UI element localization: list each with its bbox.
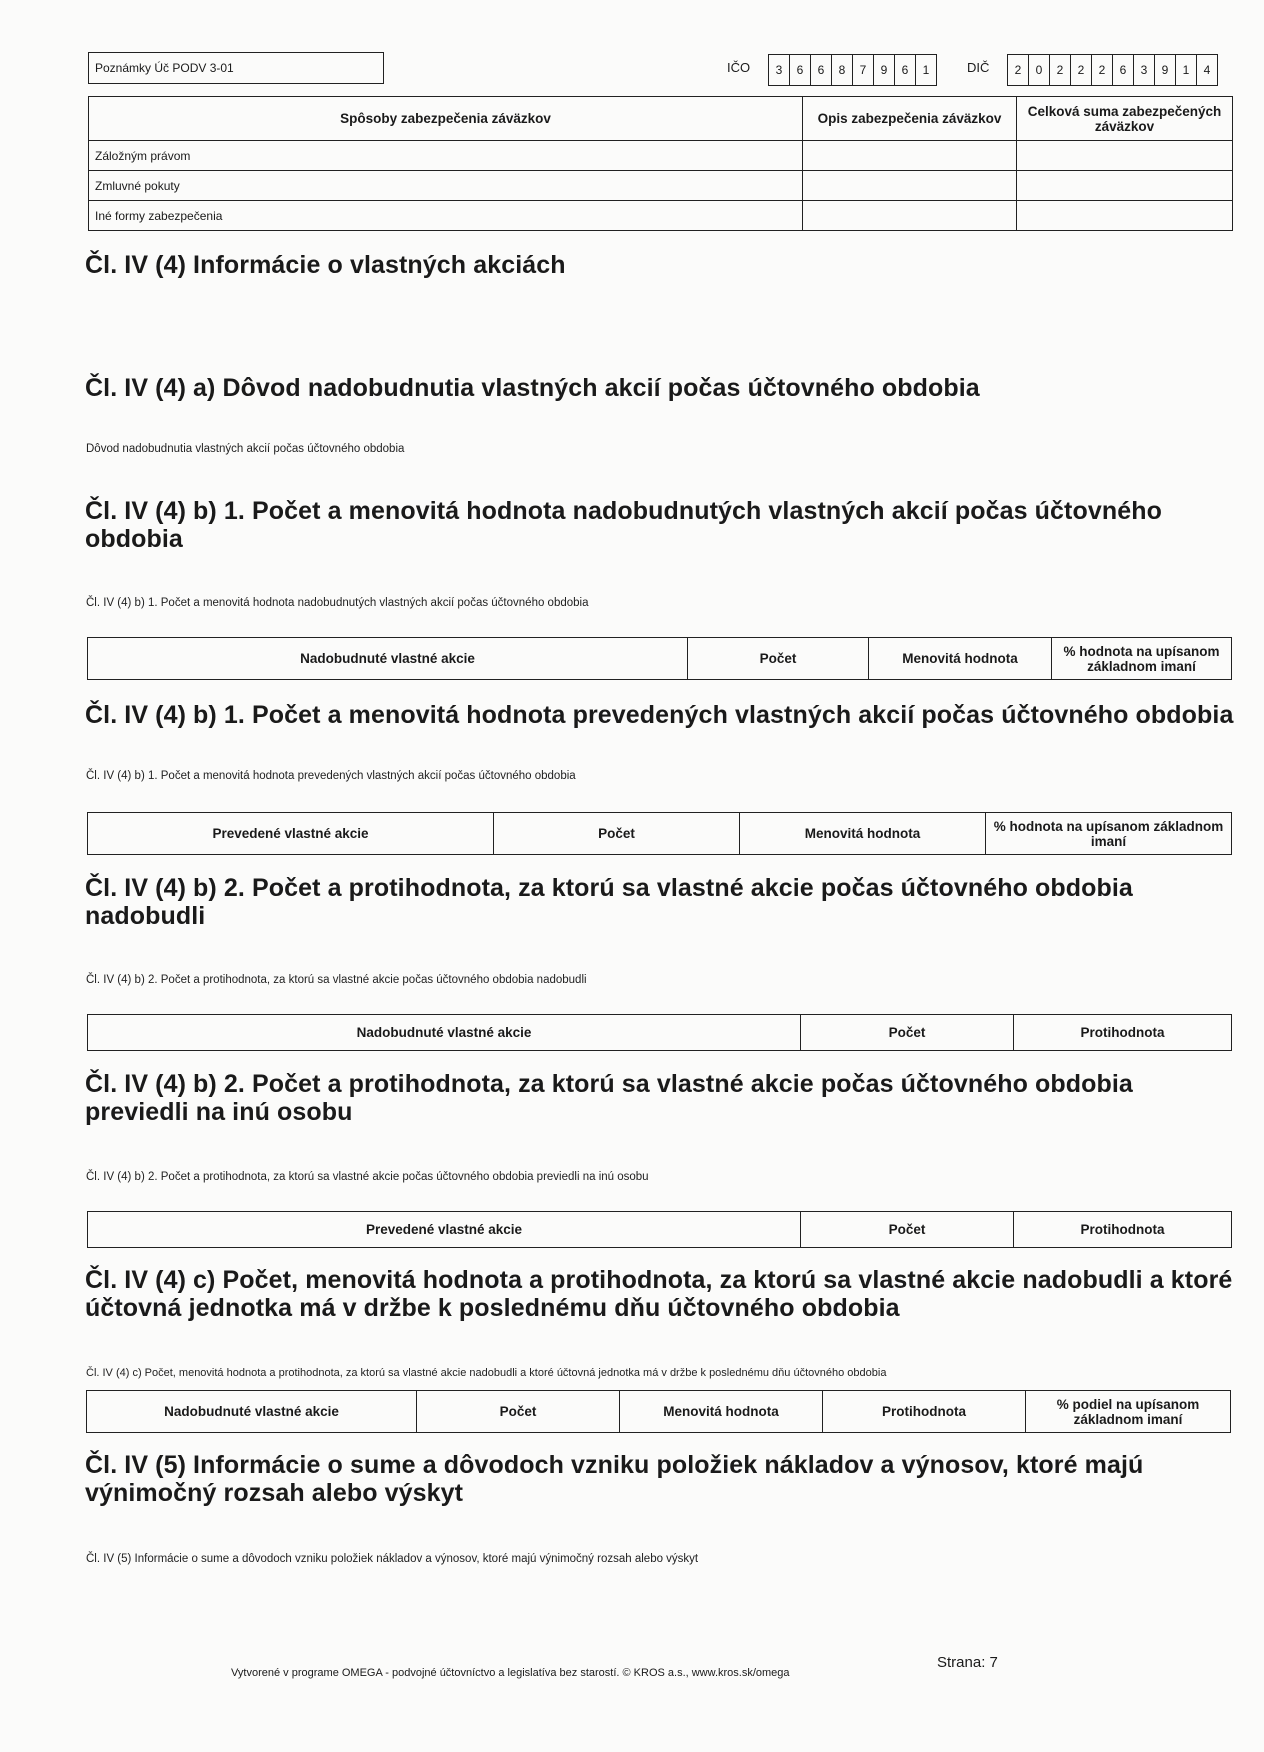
table-header-cell: Počet xyxy=(417,1391,620,1433)
id-digit: 2 xyxy=(1092,55,1113,85)
id-digit: 7 xyxy=(853,55,874,85)
table-header-cell: Protihodnota xyxy=(1014,1212,1232,1248)
section-note: Čl. IV (4) b) 2. Počet a protihodnota, za ktorú sa vlastné akcie počas účtovného obdobia previedli na inú osobu xyxy=(86,1171,649,1183)
table-cell xyxy=(1017,171,1233,201)
table-header-cell: Nadobudnuté vlastné akcie xyxy=(87,1391,417,1433)
table-row xyxy=(89,171,1233,201)
table-header-cell: Počet xyxy=(801,1015,1014,1051)
section-title: Čl. IV (4) b) 1. Počet a menovitá hodnota nadobudnutých vlastných akcií počas účtovného obdobia xyxy=(85,497,1162,553)
table-cell xyxy=(1017,201,1233,231)
section-title: Čl. IV (5) Informácie o sume a dôvodoch vzniku položiek nákladov a výnosov, ktoré majú výnimočný rozsah alebo výskyt xyxy=(85,1451,1144,1507)
table-header-cell: Prevedené vlastné akcie xyxy=(88,813,494,855)
id-digit: 9 xyxy=(1155,55,1176,85)
table-header-cell: Nadobudnuté vlastné akcie xyxy=(88,1015,801,1051)
table-header-cell: Menovitá hodnota xyxy=(620,1391,823,1433)
table-header-cell: Protihodnota xyxy=(1014,1015,1232,1051)
security-col-total: Celková suma zabezpečených záväzkov xyxy=(1017,97,1233,141)
table-header-cell: Menovitá hodnota xyxy=(869,638,1052,680)
id-digit: 6 xyxy=(895,55,916,85)
section-title: Čl. IV (4) b) 2. Počet a protihodnota, za ktorú sa vlastné akcie počas účtovného obdobia nadobudli xyxy=(85,874,1133,930)
table-row xyxy=(89,201,1233,231)
id-digit: 2 xyxy=(1071,55,1092,85)
held-shares-table xyxy=(86,1390,1231,1433)
id-digit: 2 xyxy=(1050,55,1071,85)
id-digit: 0 xyxy=(1029,55,1050,85)
ico-digits xyxy=(768,54,937,86)
table-header-cell: Prevedené vlastné akcie xyxy=(88,1212,801,1248)
id-digit: 9 xyxy=(874,55,895,85)
table-header-cell: Menovitá hodnota xyxy=(740,813,986,855)
table-header-cell: Počet xyxy=(801,1212,1014,1248)
form-title: Poznámky Úč PODV 3-01 xyxy=(88,52,384,84)
id-digit: 6 xyxy=(811,55,832,85)
section-title: Čl. IV (4) Informácie o vlastných akciách xyxy=(85,251,566,279)
id-digit: 8 xyxy=(832,55,853,85)
section-note: Čl. IV (4) b) 1. Počet a menovitá hodnota prevedených vlastných akcií počas účtovného obdobia xyxy=(86,770,576,782)
section-note: Čl. IV (5) Informácie o sume a dôvodoch vzniku položiek nákladov a výnosov, ktoré majú výnimočný rozsah alebo výskyt xyxy=(86,1553,699,1565)
id-digit: 6 xyxy=(1113,55,1134,85)
section-title: Čl. IV (4) a) Dôvod nadobudnutia vlastných akcií počas účtovného obdobia xyxy=(85,374,980,402)
table-header-cell: Protihodnota xyxy=(823,1391,1026,1433)
footer-text: Vytvorené v programe OMEGA - podvojné účtovníctvo a legislatíva bez starostí. © KROS a.s., www.kros.sk/omega xyxy=(231,1667,790,1679)
table-cell xyxy=(803,171,1017,201)
ico-label: IČO xyxy=(727,60,751,75)
section-title: Čl. IV (4) b) 2. Počet a protihodnota, za ktorú sa vlastné akcie počas účtovného obdobia previedli na inú osobu xyxy=(85,1070,1133,1126)
section-note: Čl. IV (4) b) 1. Počet a menovitá hodnota nadobudnutých vlastných akcií počas účtovného obdobia xyxy=(86,597,589,609)
security-col-methods: Spôsoby zabezpečenia záväzkov xyxy=(89,97,803,141)
security-row-label: Iné formy zabezpečenia xyxy=(89,201,803,231)
id-digit: 6 xyxy=(790,55,811,85)
dic-label: DIČ xyxy=(967,60,990,75)
security-row-label: Zmluvné pokuty xyxy=(89,171,803,201)
page-number: Strana: 7 xyxy=(937,1654,998,1671)
id-digit: 3 xyxy=(769,55,790,85)
section-note: Čl. IV (4) b) 2. Počet a protihodnota, za ktorú sa vlastné akcie počas účtovného obdobia nadobudli xyxy=(86,974,587,986)
id-digit: 1 xyxy=(922,63,930,77)
section-title: Čl. IV (4) c) Počet, menovitá hodnota a protihodnota, za ktorú sa vlastné akcie nadobudli a ktoré účtovná jednotka má v držbe k poslednému dňu účtovného obdobia xyxy=(85,1266,1233,1322)
security-col-description: Opis zabezpečenia záväzkov xyxy=(803,97,1017,141)
table-header-cell: % hodnota na upísanom základnom imaní xyxy=(986,813,1232,855)
security-row-label: Záložným právom xyxy=(89,141,803,171)
section-note: Dôvod nadobudnutia vlastných akcií počas účtovného obdobia xyxy=(86,443,405,455)
dic-digits xyxy=(1007,54,1218,86)
acquired-consideration-table xyxy=(87,1014,1232,1051)
table-header-cell: % hodnota na upísanom základnom imaní xyxy=(1052,638,1232,680)
section-note: Čl. IV (4) c) Počet, menovitá hodnota a protihodnota, za ktorú sa vlastné akcie nadobudli a ktoré účtovná jednotka má v držbe k poslednému dňu účtovného obdobia xyxy=(86,1367,887,1379)
id-digit: 4 xyxy=(1203,63,1211,77)
table-cell xyxy=(803,201,1017,231)
transferred-consideration-table xyxy=(87,1211,1232,1248)
table-header-cell: Nadobudnuté vlastné akcie xyxy=(88,638,688,680)
table-header-cell: Počet xyxy=(494,813,740,855)
section-title: Čl. IV (4) b) 1. Počet a menovitá hodnota prevedených vlastných akcií počas účtovného obdobia xyxy=(85,701,1234,729)
table-header-cell: % podiel na upísanom základnom imaní xyxy=(1026,1391,1231,1433)
id-digit: 1 xyxy=(1176,55,1197,85)
table-header-cell: Počet xyxy=(688,638,869,680)
security-table xyxy=(88,96,1233,231)
acquired-shares-table xyxy=(87,637,1232,680)
id-digit: 2 xyxy=(1008,55,1029,85)
table-cell xyxy=(1017,141,1233,171)
table-row xyxy=(89,141,1233,171)
transferred-shares-table xyxy=(87,812,1232,855)
id-digit: 3 xyxy=(1134,55,1155,85)
table-cell xyxy=(803,141,1017,171)
